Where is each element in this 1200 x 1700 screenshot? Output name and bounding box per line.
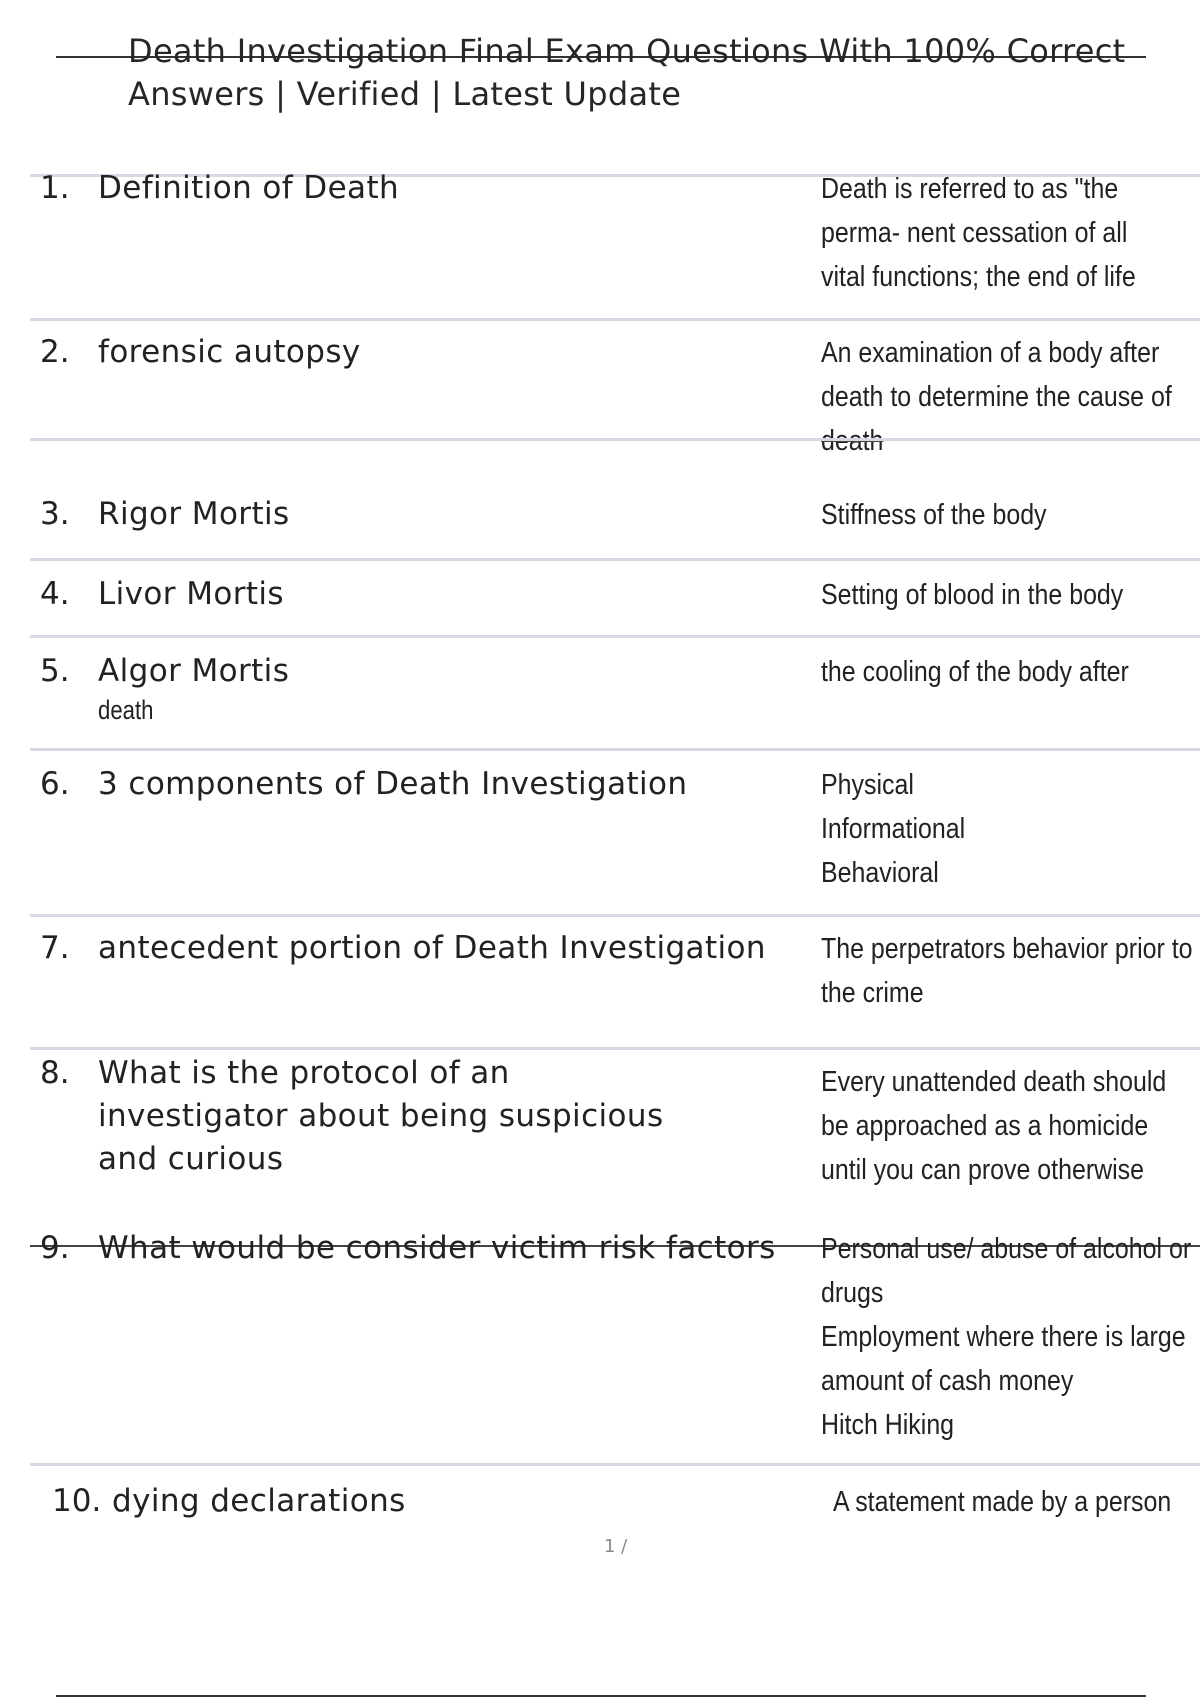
answer-text <box>821 573 1165 617</box>
item-number: 4. <box>40 576 70 612</box>
qa-row-1 <box>30 170 1200 322</box>
answer-line: Employment where there is large <box>821 1321 1186 1353</box>
question-line: and curious <box>98 1141 284 1177</box>
answer-line: The perpetrators behavior prior to <box>821 933 1193 965</box>
answer-text <box>833 1480 1177 1524</box>
qa-row-6 <box>30 748 1200 917</box>
answer-text <box>821 493 1165 537</box>
question-text: 3 components of Death Investigation <box>98 766 688 802</box>
qa-row-7 <box>30 914 1200 1050</box>
bottom-rule <box>56 1695 1146 1697</box>
answer-text <box>821 650 1165 694</box>
item-number: 8. <box>40 1055 70 1091</box>
answer-line: be approached as a homicide <box>821 1110 1149 1142</box>
answer-line: Stiffness of the body <box>821 499 1047 531</box>
title-line-1: Death Investigation Final Exam Questions With 100% Correct <box>128 32 1126 70</box>
question-text <box>98 1052 664 1181</box>
answer-line: drugs <box>821 1277 884 1309</box>
answer-line: Personal use/ abuse of alcohol or <box>821 1233 1192 1265</box>
answer-text <box>821 167 1165 299</box>
qa-row-5 <box>30 635 1200 751</box>
item-number: 9. <box>40 1230 70 1266</box>
answer-line: amount of cash money <box>821 1365 1074 1397</box>
question-text: antecedent portion of Death Investigation <box>98 930 766 966</box>
item-number: 6. <box>40 766 70 802</box>
answer-text <box>821 927 1193 1015</box>
answer-line: Physical <box>821 769 914 801</box>
item-number: 3. <box>40 496 70 532</box>
answer-line: the cooling of the body after <box>821 656 1129 688</box>
answer-text <box>821 763 1165 895</box>
question-main: Algor Mortis <box>98 653 290 689</box>
qa-row-9 <box>30 1230 1200 1463</box>
answer-line: Informational <box>821 813 966 845</box>
answer-line: Behavioral <box>821 857 939 889</box>
answer-line: death to determine the cause of <box>821 381 1172 413</box>
item-number: 1. <box>40 170 70 206</box>
document-title <box>128 30 1148 116</box>
answer-line: A statement made by a person <box>833 1486 1172 1518</box>
question-text: Definition of Death <box>98 170 400 206</box>
question-text: Rigor Mortis <box>98 496 290 532</box>
answer-line: Death is referred to as "the <box>821 173 1119 205</box>
qa-row-2 <box>30 318 1200 457</box>
answer-line: perma- nent cessation of all <box>821 217 1128 249</box>
answer-line: until you can prove otherwise <box>821 1154 1145 1186</box>
question-text <box>98 650 289 727</box>
question-line: investigator about being suspicious <box>98 1098 664 1134</box>
answer-text <box>821 1227 1192 1447</box>
item-number: 2. <box>40 334 70 370</box>
item-number: 7. <box>40 930 70 966</box>
question-text: What would be consider victim risk factors <box>98 1230 776 1266</box>
title-line-2: Answers | Verified | Latest Update <box>128 75 682 113</box>
answer-line: death <box>821 425 884 457</box>
answer-line: Hitch Hiking <box>821 1409 955 1441</box>
item-number: 10. <box>52 1483 102 1519</box>
question-text: dying declarations <box>112 1483 406 1519</box>
qa-row-3 <box>30 438 1200 561</box>
question-text: Livor Mortis <box>98 576 284 612</box>
page-number: 1 / <box>604 1536 628 1557</box>
item-number: 5. <box>40 653 70 689</box>
qa-row-10 <box>30 1463 1200 1546</box>
answer-line: vital functions; the end of life <box>821 261 1136 293</box>
question-line: What is the protocol of an <box>98 1055 510 1091</box>
qa-row-8 <box>30 1047 1200 1246</box>
answer-line: Every unattended death should <box>821 1066 1167 1098</box>
answer-line: An examination of a body after <box>821 337 1160 369</box>
answer-line: Setting of blood in the body <box>821 579 1124 611</box>
answer-line: the crime <box>821 977 924 1009</box>
question-text: forensic autopsy <box>98 334 361 370</box>
qa-row-4 <box>30 558 1200 638</box>
answer-text <box>821 1060 1165 1192</box>
question-sub: death <box>98 695 154 725</box>
